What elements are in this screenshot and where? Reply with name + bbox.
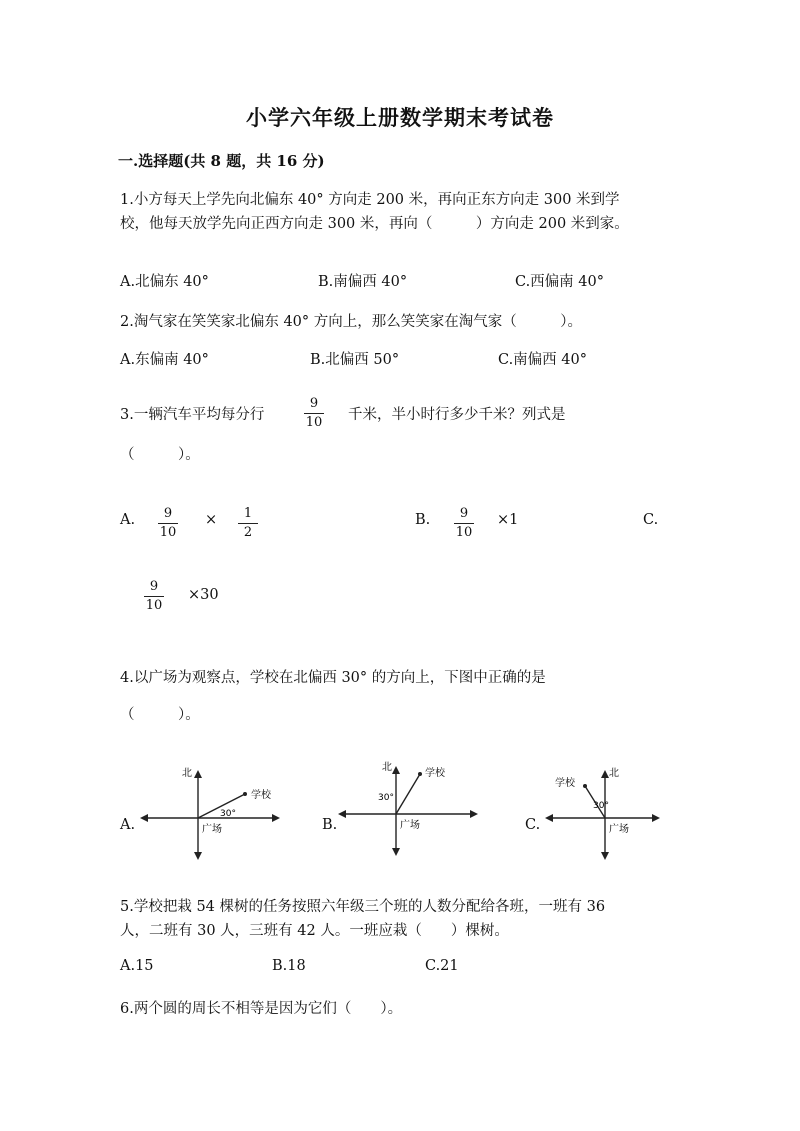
- school-point: [583, 784, 587, 788]
- q5-option-c[interactable]: C.21: [425, 958, 459, 974]
- q3-option-c-fraction: [144, 579, 164, 614]
- school-direction-line: [396, 774, 420, 814]
- q2-text: 2.淘气家在笑笑家北偏东 40° 方向上，那么笑笑家在淘气家（ ）。: [120, 314, 583, 330]
- q3-option-a-fraction1: [158, 506, 178, 541]
- q2-option-b[interactable]: B.北偏西 50°: [310, 352, 400, 368]
- south-arrowhead: [392, 848, 400, 856]
- q3-option-b-fraction: [454, 506, 474, 541]
- fraction-numerator: 9: [309, 396, 319, 411]
- school-label: 学校: [425, 768, 445, 779]
- section-heading: 一.选择题(共 8 题，共 16 分): [118, 152, 325, 170]
- north-arrowhead: [392, 766, 400, 774]
- east-arrowhead: [470, 810, 478, 818]
- q5-line2: 人，二班有 30 人，三班有 42 人。一班应栽（ ）棵树。: [120, 923, 509, 939]
- q4-option-a-label[interactable]: A.: [120, 817, 136, 833]
- q3-option-c-rest: ×30: [188, 587, 219, 603]
- square-label: 广场: [400, 820, 420, 831]
- west-arrowhead: [140, 814, 148, 822]
- q3-option-b-rest: ×1: [497, 512, 519, 528]
- q3-option-a-fraction2: [238, 506, 258, 541]
- fraction-numerator: 9: [149, 579, 159, 594]
- q3-prefix: 3.一辆汽车平均每分行: [120, 407, 265, 423]
- q6-text: 6.两个圆的周长不相等是因为它们（ ）。: [120, 1001, 403, 1017]
- square-label: 广场: [202, 824, 222, 835]
- q4-diagram-a[interactable]: [140, 760, 280, 860]
- fraction-denominator: 10: [145, 598, 163, 613]
- angle-label: 30°: [593, 801, 609, 811]
- q3-option-a-times: ×: [205, 512, 218, 528]
- q1-option-b[interactable]: B.南偏西 40°: [318, 274, 408, 290]
- q3-option-b-label[interactable]: B.: [415, 512, 431, 528]
- q3-suffix: 千米，半小时行多少千米？列式是: [348, 407, 566, 423]
- fraction-numerator: 9: [163, 506, 173, 521]
- fraction-denominator: 2: [243, 525, 253, 540]
- q5-option-b[interactable]: B.18: [272, 958, 306, 974]
- north-arrowhead: [194, 770, 202, 778]
- q4-option-c-label[interactable]: C.: [525, 817, 541, 833]
- q3-option-a-label[interactable]: A.: [120, 512, 136, 528]
- school-point: [418, 772, 422, 776]
- q5-option-a[interactable]: A.15: [120, 958, 154, 974]
- fraction-bar: [238, 523, 258, 524]
- q2-option-a[interactable]: A.东偏南 40°: [120, 352, 209, 368]
- q3-blank: （ ）。: [120, 447, 200, 463]
- q4-blank: （ ）。: [120, 707, 200, 723]
- north-label: 北: [382, 762, 392, 773]
- angle-label: 30°: [378, 793, 394, 803]
- school-label: 学校: [251, 790, 271, 801]
- south-arrowhead: [194, 852, 202, 860]
- fraction-numerator: 1: [243, 506, 253, 521]
- fraction-bar: [304, 413, 324, 414]
- east-arrowhead: [272, 814, 280, 822]
- q1-option-a[interactable]: A.北偏东 40°: [120, 274, 209, 290]
- school-label: 学校: [555, 778, 575, 789]
- angle-label: 30°: [220, 809, 236, 819]
- q4-text: 4.以广场为观察点，学校在北偏西 30° 的方向上，下图中正确的是: [120, 670, 546, 686]
- fraction-bar: [158, 523, 178, 524]
- q4-diagram-b[interactable]: [338, 756, 478, 856]
- q1-line1: 1.小方每天上学先向北偏东 40° 方向走 200 米，再向正东方向走 300 米到学: [120, 192, 620, 208]
- north-label: 北: [182, 768, 192, 779]
- q3-option-c-label[interactable]: C.: [643, 512, 659, 528]
- fraction-numerator: 9: [459, 506, 469, 521]
- square-label: 广场: [609, 824, 629, 835]
- fraction-denominator: 10: [159, 525, 177, 540]
- fraction-denominator: 10: [455, 525, 473, 540]
- north-arrowhead: [601, 770, 609, 778]
- north-label: 北: [609, 768, 619, 779]
- fraction-bar: [144, 596, 164, 597]
- q2-option-c[interactable]: C.南偏西 40°: [498, 352, 587, 368]
- south-arrowhead: [601, 852, 609, 860]
- west-arrowhead: [338, 810, 346, 818]
- school-point: [243, 792, 247, 796]
- fraction-bar: [454, 523, 474, 524]
- q3-fraction: [304, 396, 324, 431]
- q4-diagram-c[interactable]: [545, 760, 660, 860]
- west-arrowhead: [545, 814, 553, 822]
- q1-option-c[interactable]: C.西偏南 40°: [515, 274, 604, 290]
- exam-title: 小学六年级上册数学期末考试卷: [246, 105, 554, 130]
- q4-option-b-label[interactable]: B.: [322, 817, 338, 833]
- q1-line2: 校，他每天放学先向正西方向走 300 米，再向（ ）方向走 200 米到家。: [120, 216, 629, 232]
- q5-line1: 5.学校把栽 54 棵树的任务按照六年级三个班的人数分配给各班，一班有 36: [120, 899, 606, 915]
- east-arrowhead: [652, 814, 660, 822]
- fraction-denominator: 10: [305, 415, 323, 430]
